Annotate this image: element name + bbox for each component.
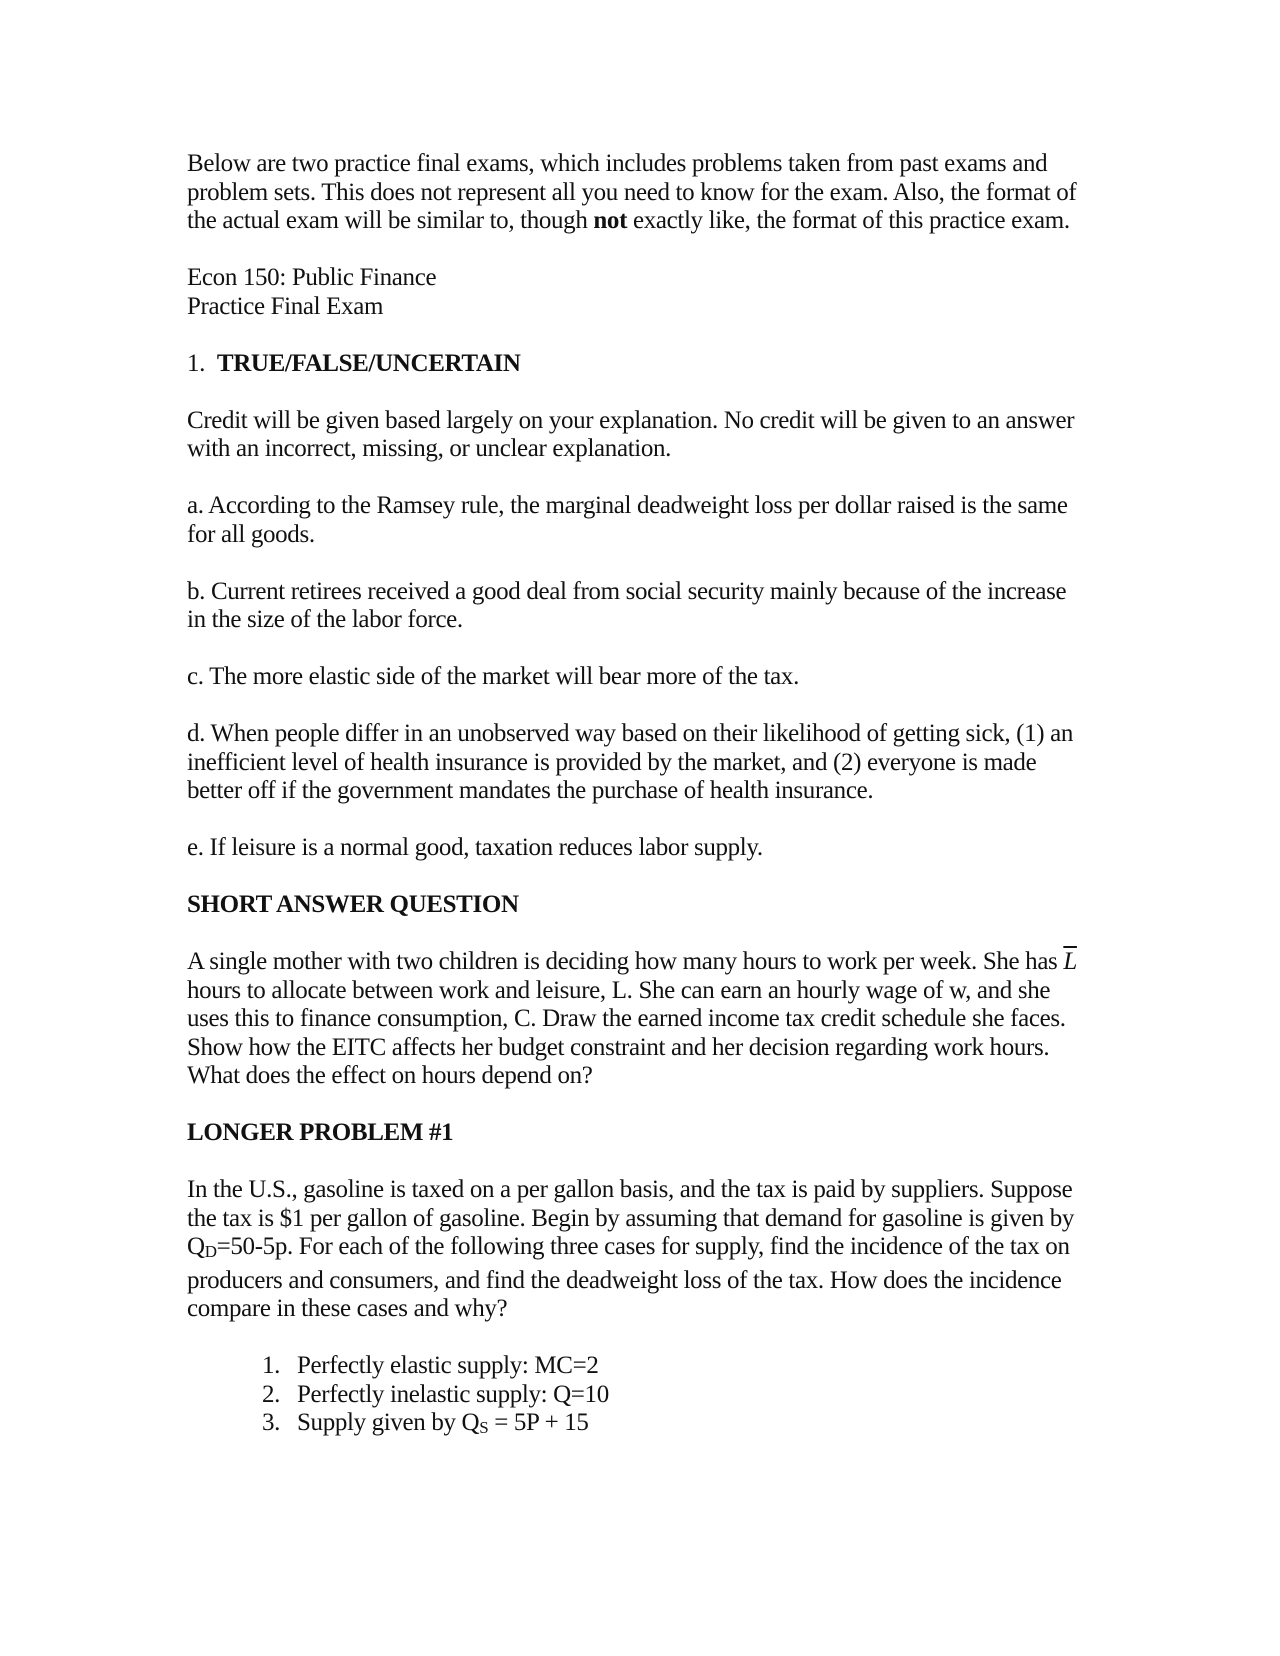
short-answer-heading: SHORT ANSWER QUESTION	[187, 891, 519, 918]
intro-text: Below are two practice final exams, which includes problems taken from past exams and problem sets. This does not represent all you need to know for the exam. Also, the format of the actual exam will be similar to, though	[187, 150, 1077, 234]
short-answer-text: A single mother with two children is deciding how many hours to work per week. She has	[187, 948, 1064, 975]
intro-emphasis: not	[593, 207, 628, 234]
intro-paragraph	[187, 150, 1087, 236]
course-header	[187, 264, 1087, 321]
list-item	[187, 1409, 1087, 1443]
list-number: 3.	[262, 1409, 281, 1436]
section1-instructions: Credit will be given based largely on your explanation. No credit will be given to an answer with an incorrect, missing, or unclear explanation.	[187, 406, 1075, 462]
question-d: d. When people differ in an unobserved way based on their likelihood of getting sick, (1) an inefficient level of health insurance is provided by the market, and (2) everyone is made better off if the government mandates the purchase of health insurance.	[187, 720, 1074, 804]
intro-text-end: exactly like, the format of this practice exam.	[627, 207, 1070, 234]
supply-cases-list	[187, 1352, 1087, 1443]
list-text: Perfectly elastic supply: MC=2	[297, 1352, 599, 1379]
short-answer-text-end: hours to allocate between work and leisure, L. She can earn an hourly wage of w, and she uses this to finance consumption, C. Draw the earned income tax credit schedule she faces. Show how the EITC affects her budget constraint and her decision regarding work hours. What does the effect on hours depend on?	[187, 976, 1066, 1089]
list-number: 1.	[262, 1352, 281, 1379]
supply-subscript: S	[479, 1418, 489, 1437]
section1-title: TRUE/FALSE/UNCERTAIN	[216, 349, 521, 377]
short-answer-question	[187, 948, 1087, 1091]
question-e: e. If leisure is a normal good, taxation reduces labor supply.	[187, 834, 763, 861]
list-number: 2.	[262, 1380, 281, 1408]
list-text: Supply given by Q	[297, 1409, 480, 1436]
exam-title: Practice Final Exam	[187, 292, 384, 320]
longer-problem-text-end: =50-5p. For each of the following three cases for supply, find the incidence of the tax on producers and consumers, and find the deadweight loss of the tax. How does the incidence compare in these cases and why?	[187, 1233, 1070, 1322]
list-text: Perfectly inelastic supply: Q=10	[297, 1380, 609, 1408]
question-b: b. Current retirees received a good deal from social security mainly because of the increase in the size of the labor force.	[187, 577, 1067, 633]
list-text-end: = 5P + 15	[488, 1409, 589, 1436]
longer-problem-heading: LONGER PROBLEM #1	[187, 1119, 454, 1146]
demand-subscript: D	[204, 1242, 217, 1261]
section1-heading	[187, 350, 1087, 379]
question-c: c. The more elastic side of the market will bear more of the tax.	[187, 663, 799, 690]
document-page	[187, 150, 1087, 1443]
section1-number: 1.	[187, 349, 206, 377]
question-a: a. According to the Ramsey rule, the marginal deadweight loss per dollar raised is the same for all goods.	[187, 492, 1068, 548]
course-title: Econ 150: Public Finance	[187, 264, 437, 291]
list-item	[187, 1352, 1087, 1381]
longer-problem-text	[187, 1176, 1087, 1324]
longer-problem-text-start: In the U.S., gasoline is taxed on a per gallon basis, and the tax is paid by suppliers. Suppose the tax is $1 per gallon of gasoline. Begin by assuming that demand for gasoline is given by Q	[187, 1176, 1075, 1260]
list-item	[187, 1381, 1087, 1410]
l-bar-symbol: $\overline{L}$	[1063, 948, 1077, 975]
